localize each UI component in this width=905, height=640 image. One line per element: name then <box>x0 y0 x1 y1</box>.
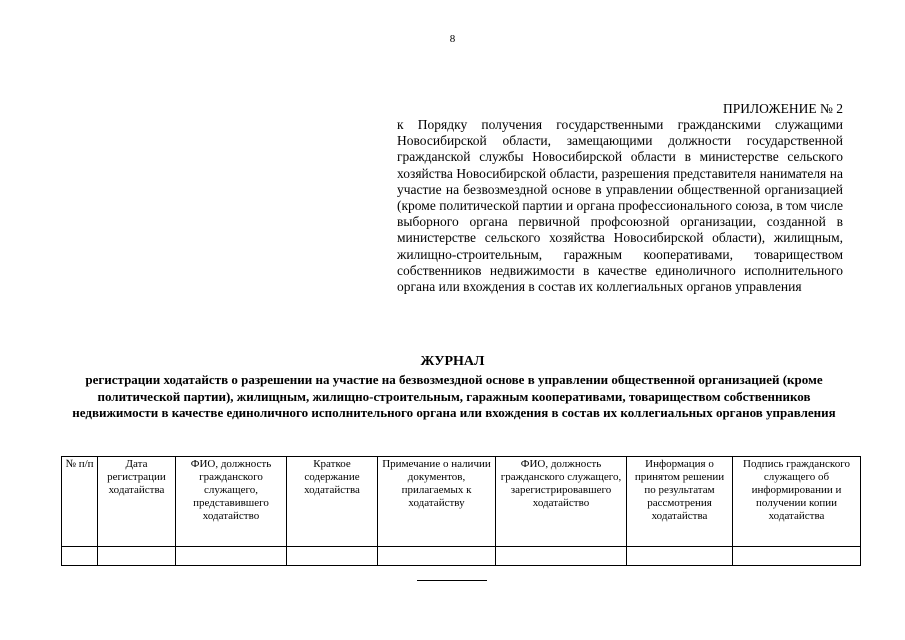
journal-table <box>61 456 861 566</box>
table-cell <box>733 547 861 566</box>
journal-subtitle: регистрации ходатайств о разрешении на участие на безвозмездной основе в управлении общественной организацией (кроме политической партии), жилищным, жилищно-строительным, гаражным кооперативами, товариществом собственников недвижимости в качестве единоличного исполнительного органа или вхождения в состав их коллегиальных органов управления <box>72 372 836 420</box>
column-header-registrar: ФИО, должность гражданского служащего, зарегистрировавшего ходатайство <box>496 457 627 547</box>
table-cell <box>627 547 733 566</box>
appendix-text: к Порядку получения государственными гражданскими служащими Новосибирской области, замещающими должности государственной гражданской службы Новосибирской области в министерстве сельского хозяйства Новосибирской области, разрешения представителя нанимателя на участие на безвозмездной основе в управлении общественной организацией (кроме политической партии и органа профессионального союза, в том числе выборного органа первичной профсоюзной организации, созданной в министерстве сельского хозяйства Новосибирской области), жилищным, жилищно-строительным, гаражным кооперативами, товариществом собственников недвижимости в качестве единоличного исполнительного органа или вхождения в состав их коллегиальных органов управления <box>397 117 843 295</box>
footnote-separator-line <box>417 580 487 581</box>
table-cell <box>378 547 496 566</box>
journal-title: ЖУРНАЛ <box>420 354 485 369</box>
column-header-applicant: ФИО, должность гражданского служащего, представившего ходатайство <box>176 457 287 547</box>
column-header-number: № п/п <box>62 457 98 547</box>
table-cell <box>98 547 176 566</box>
table-header-row <box>62 457 861 547</box>
table-cell <box>176 547 287 566</box>
column-header-summary: Краткое содержание ходатайства <box>287 457 378 547</box>
table-row <box>62 547 861 566</box>
column-header-registration-date: Дата регистрации ходатайства <box>98 457 176 547</box>
column-header-decision: Информация о принятом решении по результатам рассмотрения ходатайства <box>627 457 733 547</box>
table-cell <box>62 547 98 566</box>
table-cell <box>287 547 378 566</box>
column-header-documents-note: Примечание о наличии документов, прилагаемых к ходатайству <box>378 457 496 547</box>
appendix-title: ПРИЛОЖЕНИЕ № 2 <box>722 101 843 116</box>
column-header-signature: Подпись гражданского служащего об информировании и получении копии ходатайства <box>733 457 861 547</box>
table-cell <box>496 547 627 566</box>
page-number: 8 <box>449 33 456 45</box>
